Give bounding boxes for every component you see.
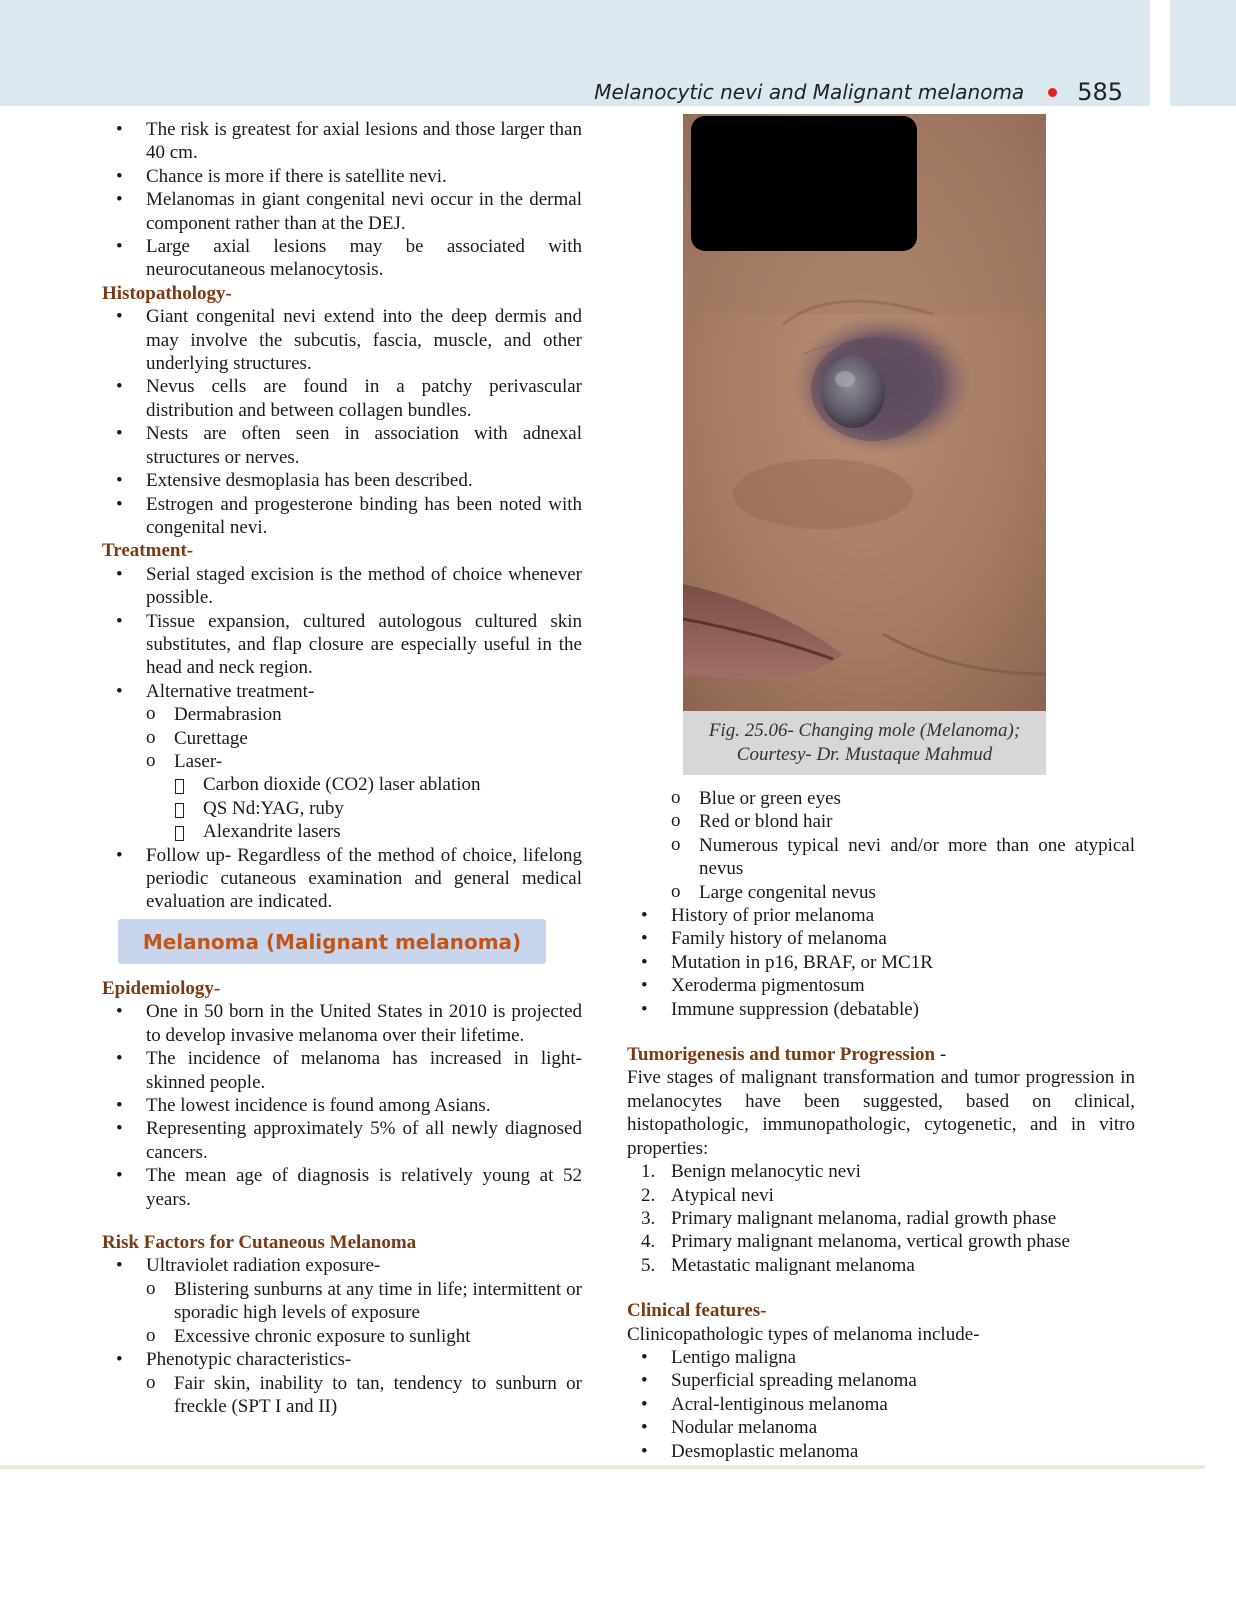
list-item: • One in 50 born in the United States in 2010 is projected to develop invasive melanoma over their lifetime. <box>102 1000 582 1047</box>
tumorigenesis-paragraph: Five stages of malignant transformation and tumor progression in melanocytes have been suggested, based on clinical, histopathologic, immunopathologic, cytogenetic, and in vitro properties: <box>627 1067 1135 1159</box>
running-title: Melanocytic nevi and Malignant melanoma <box>594 80 1025 104</box>
section-title: Melanoma (Malignant melanoma) <box>142 929 522 954</box>
stage-text: Primary malignant melanoma, radial growth phase <box>671 1207 1057 1229</box>
tumorigenesis-heading: Tumorigenesis and tumor Progression <box>627 1044 936 1066</box>
caption-line: Courtesy- Dr. Mustaque Mahmud <box>736 744 993 765</box>
list-item: • Chance is more if there is satellite nevi. <box>102 165 582 188</box>
list-item: o Numerous typical nevi and/or more than one atypical nevus <box>627 834 1135 881</box>
heading-suffix: - <box>935 1044 947 1066</box>
epidemiology-list <box>102 1000 582 1211</box>
tumorigenesis-heading-row <box>627 1043 1135 1066</box>
left-column-lower <box>102 977 582 1418</box>
figure-caption <box>683 711 1046 775</box>
alternative-treatment-list <box>102 703 582 773</box>
list-number: 4. <box>641 1231 656 1253</box>
list-item: o Blistering sunburns at any time in life; intermittent or sporadic high levels of exposure <box>102 1278 582 1325</box>
risk-uv-list <box>102 1254 582 1277</box>
stage-text: Benign melanocytic nevi <box>671 1161 861 1183</box>
phenotype-sublist <box>102 1372 582 1419</box>
list-item: • Xeroderma pigmentosum <box>627 974 1135 997</box>
list-item: o Fair skin, inability to tan, tendency to sunburn or freckle (SPT I and II) <box>102 1372 582 1419</box>
header-dot-icon <box>1048 88 1057 97</box>
follow-up-list <box>102 844 582 914</box>
list-item: • The risk is greatest for axial lesions and those larger than 40 cm. <box>102 118 582 165</box>
list-item: o Dermabrasion <box>102 703 582 726</box>
list-item: • Mutation in p16, BRAF, or MC1R <box>627 951 1135 974</box>
list-number: 3. <box>641 1207 656 1229</box>
list-item: • Melanomas in giant congenital nevi occur in the dermal component rather than at the DEJ. <box>102 188 582 235</box>
list-item: • Family history of melanoma <box>627 927 1135 950</box>
list-item: • Representing approximately 5% of all newly diagnosed cancers. <box>102 1117 582 1164</box>
tumorigenesis-section <box>627 1043 1135 1463</box>
list-item <box>627 1230 1135 1253</box>
list-item: • Desmoplastic melanoma <box>627 1440 1135 1463</box>
clinical-photo <box>683 114 1046 711</box>
list-item <box>627 1184 1135 1207</box>
list-number: 2. <box>641 1184 656 1206</box>
list-number: 5. <box>641 1254 656 1276</box>
epidemiology-heading: Epidemiology- <box>102 978 221 999</box>
list-item: • Nests are often seen in association with adnexal structures or nerves. <box>102 422 582 469</box>
stage-text: Primary malignant melanoma, vertical growth phase <box>671 1231 1070 1253</box>
list-item: • The incidence of melanoma has increased in light-skinned people. <box>102 1047 582 1094</box>
list-item: • The mean age of diagnosis is relatively young at 52 years. <box>102 1164 582 1211</box>
list-item: Alexandrite lasers <box>102 820 582 843</box>
histopathology-list <box>102 305 582 539</box>
list-item: • Lentigo maligna <box>627 1346 1135 1369</box>
figure <box>683 114 1046 775</box>
list-item: • Tissue expansion, cultured autologous cultured skin substitutes, and flap closure are especially useful in the head and neck region. <box>102 610 582 680</box>
left-column <box>102 118 582 914</box>
list-item: • Giant congenital nevi extend into the deep dermis and may involve the subcutis, fascia, muscle, and other underlying structures. <box>102 305 582 375</box>
list-item: • Superficial spreading melanoma <box>627 1369 1135 1392</box>
stage-list <box>627 1160 1135 1277</box>
melanoma-types-list <box>627 1346 1135 1463</box>
list-item: • History of prior melanoma <box>627 904 1135 927</box>
caption-line: Fig. 25.06- Changing mole (Melanoma); <box>708 720 1021 741</box>
list-number: 1. <box>641 1161 656 1183</box>
list-item: • Extensive desmoplasia has been described. <box>102 469 582 492</box>
list-item: QS Nd:YAG, ruby <box>102 797 582 820</box>
phenotype-continued-list <box>627 787 1135 904</box>
risk-phenotype-list <box>102 1348 582 1371</box>
histopathology-heading: Histopathology- <box>102 282 232 304</box>
list-item <box>627 1207 1135 1230</box>
list-item: o Large congenital nevus <box>627 881 1135 904</box>
list-item: Carbon dioxide (CO2) laser ablation <box>102 773 582 796</box>
uv-sublist <box>102 1278 582 1348</box>
list-item: • Follow up- Regardless of the method of choice, lifelong periodic cutaneous examination and general medical evaluation are indicated. <box>102 844 582 914</box>
list-item: • Nodular melanoma <box>627 1416 1135 1439</box>
list-item: o Laser- <box>102 750 582 773</box>
list-item <box>102 680 582 703</box>
risk-factors-heading: Risk Factors for Cutaneous Melanoma <box>102 1232 417 1254</box>
list-item: o Red or blond hair <box>627 810 1135 833</box>
list-item: o Curettage <box>102 727 582 750</box>
alternative-treatment-label: Alternative treatment- <box>146 680 315 702</box>
page-header <box>594 78 1123 106</box>
list-item <box>627 1160 1135 1183</box>
risk-factor-list <box>627 904 1135 1021</box>
list-item: o Blue or green eyes <box>627 787 1135 810</box>
list-item: • Immune suppression (debatable) <box>627 998 1135 1021</box>
treatment-heading: Treatment- <box>102 540 194 562</box>
list-item: • The lowest incidence is found among Asians. <box>102 1094 582 1117</box>
treatment-list <box>102 563 582 703</box>
list-item: • Nevus cells are found in a patchy perivascular distribution and between collagen bundles. <box>102 375 582 422</box>
list-item: o Excessive chronic exposure to sunlight <box>102 1325 582 1348</box>
laser-list <box>102 773 582 843</box>
header-tab-accent <box>1150 0 1170 106</box>
list-item: • Phenotypic characteristics- <box>102 1348 582 1371</box>
clinical-intro: Clinicopathologic types of melanoma include- <box>627 1323 980 1345</box>
clinical-features-heading: Clinical features- <box>627 1300 767 1322</box>
section-banner <box>118 919 546 964</box>
right-column <box>627 787 1135 1463</box>
list-item: • Ultraviolet radiation exposure- <box>102 1254 582 1277</box>
list-item: • Estrogen and progesterone binding has been noted with congenital nevi. <box>102 493 582 540</box>
stage-text: Atypical nevi <box>671 1184 774 1206</box>
list-item: • Serial staged excision is the method of choice whenever possible. <box>102 563 582 610</box>
list-item: • Acral-lentiginous melanoma <box>627 1393 1135 1416</box>
list-item <box>627 1254 1135 1277</box>
stage-text: Metastatic malignant melanoma <box>671 1254 915 1276</box>
footer-rule <box>0 1465 1205 1469</box>
list-item: • Large axial lesions may be associated with neurocutaneous melanocytosis. <box>102 235 582 282</box>
intro-bullet-list <box>102 118 582 282</box>
page-number: 585 <box>1077 78 1123 106</box>
